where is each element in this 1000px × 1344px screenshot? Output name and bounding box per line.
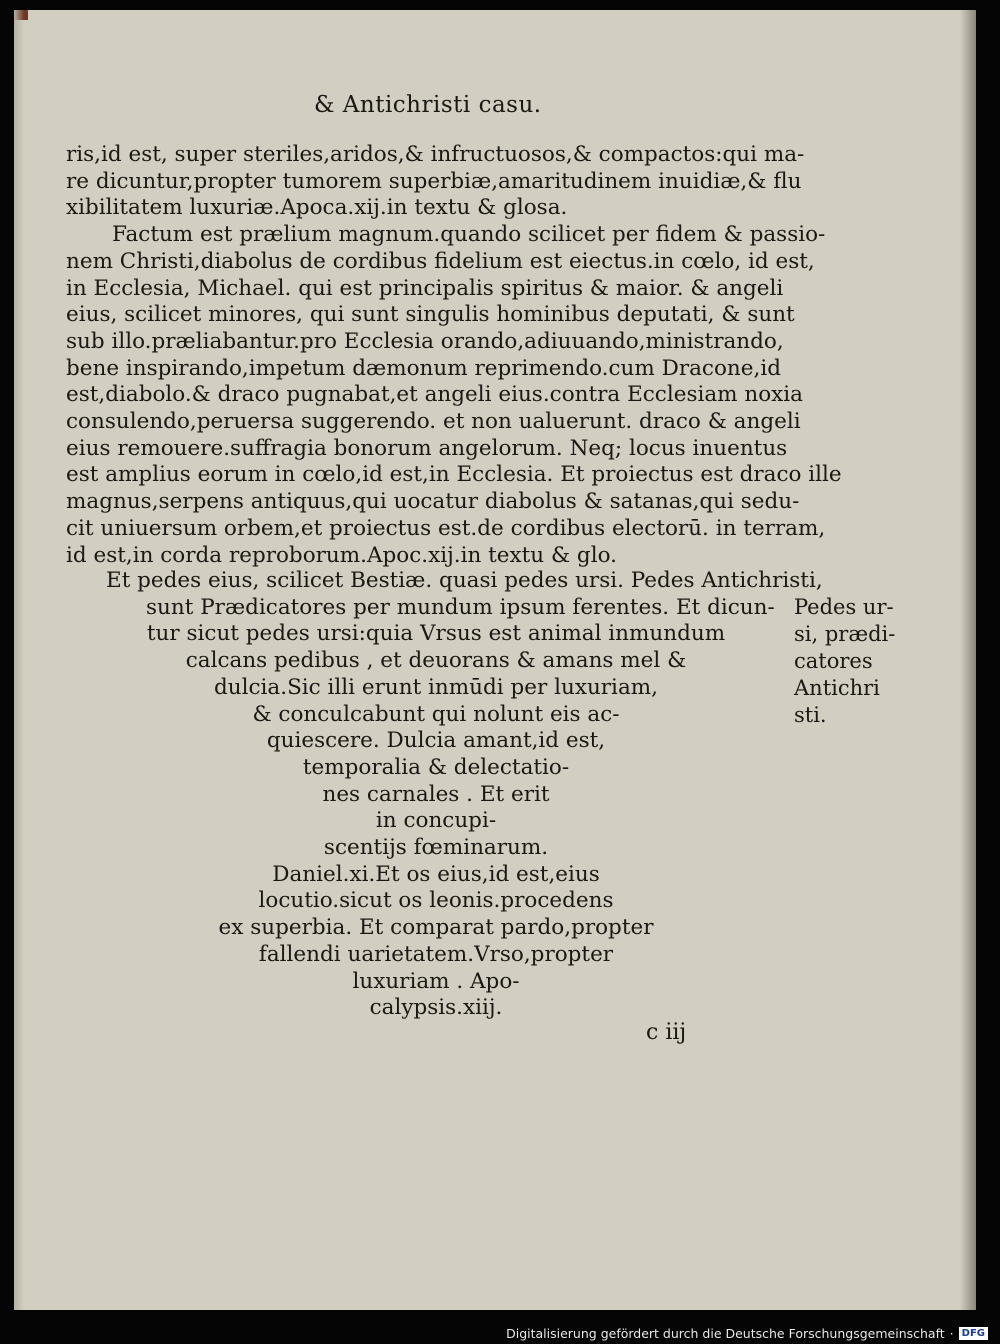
text-line: eius remouere.suffragia bonorum angelorum. Neq; locus inuentus	[66, 435, 788, 461]
text-line: in Ecclesia, Michael. qui est principalis spiritus & maior. & angeli	[66, 275, 784, 301]
margin-note-line: catores	[794, 649, 873, 673]
text-line: eius, scilicet minores, qui sunt singulis hominibus deputati, & sunt	[66, 302, 795, 328]
text-line: est,diabolo.& draco pugnabat,et angeli eius.contra Ecclesiam noxia	[66, 382, 804, 408]
text-line: in concupi-	[375, 808, 497, 834]
text-line: re dicuntur,propter tumorem superbiæ,amaritudinem inuidiæ,& flu	[66, 168, 802, 194]
text-line: ris,id est, super steriles,aridos,& infructuosos,& compactos:qui ma-	[66, 142, 805, 167]
text-line: luxuriam . Apo-	[352, 968, 520, 994]
signature-mark: c iij	[646, 1020, 687, 1045]
text-line: calcans pedibus , et deuorans & amans mel &	[185, 648, 687, 674]
margin-note-line: Antichri	[794, 676, 880, 700]
page-gutter-shadow	[14, 10, 24, 1310]
book-page	[14, 10, 976, 1310]
separator-dot: ·	[949, 1326, 954, 1341]
text-line: id est,in corda reproborum.Apoc.xij.in textu & glo.	[66, 542, 617, 568]
text-line: Factum est prælium magnum.quando scilicet per fidem & passio-	[112, 222, 826, 248]
digitization-credit	[506, 1326, 988, 1341]
text-line: Et pedes eius, scilicet Bestiæ. quasi pedes ursi. Pedes Antichristi,	[106, 568, 823, 593]
text-line: calypsis.xiij.	[369, 995, 503, 1021]
text-line: locutio.sicut os leonis.procedens	[258, 888, 614, 914]
text-line: nem Christi,diabolus de cordibus fidelium est eiectus.in cœlo, id est,	[66, 248, 815, 274]
margin-note-line: sti.	[794, 703, 827, 727]
text-line: scentijs fœminarum.	[323, 835, 549, 860]
text-line: cit uniuersum orbem,et proiectus est.de cordibus electorū. in terram,	[66, 515, 826, 541]
tapered-text-block	[66, 568, 823, 1028]
main-text-block	[66, 142, 842, 568]
text-line: fallendi uarietatem.Vrso,propter	[258, 941, 614, 967]
margin-note-line: si, prædi-	[794, 622, 896, 646]
text-line: temporalia & delectatio-	[302, 754, 570, 780]
margin-note-line: Pedes ur-	[794, 595, 894, 619]
text-line: est amplius eorum in cœlo,id est,in Ecclesia. Et proiectus est draco ille	[66, 462, 842, 488]
text-line: tur sicut pedes ursi:quia Vrsus est animal inmundum	[146, 621, 726, 647]
text-line: ex superbia. Et comparat pardo,propter	[218, 915, 654, 941]
text-line: xibilitatem luxuriæ.Apoca.xij.in textu & glosa.	[66, 195, 568, 221]
text-line: & conculcabunt qui nolunt eis ac-	[252, 701, 620, 727]
dfg-logo-icon: DFG	[959, 1327, 988, 1340]
text-line: dulcia.Sic illi erunt inmūdi per luxuriam,	[214, 674, 658, 700]
text-line: consulendo,peruersa suggerendo. et non ualuerunt. draco & angeli	[66, 409, 801, 434]
text-line: sub illo.præliabantur.pro Ecclesia orando,adiuuando,ministrando,	[66, 328, 784, 354]
text-line: quiescere. Dulcia amant,id est,	[266, 728, 606, 754]
text-line: nes carnales . Et erit	[322, 781, 550, 807]
credit-text: Digitalisierung gefördert durch die Deutsche Forschungsgemeinschaft	[506, 1326, 945, 1341]
text-line: sunt Prædicatores per mundum ipsum ferentes. Et dicun-	[146, 594, 775, 620]
page-edge-shadow	[960, 10, 976, 1310]
running-head: & Antichristi casu.	[314, 92, 542, 118]
text-line: bene inspirando,impetum dæmonum reprimendo.cum Dracone,id	[66, 355, 781, 381]
text-line: Daniel.xi.Et os eius,id est,eius	[272, 861, 600, 887]
text-line: magnus,serpens antiquus,qui uocatur diabolus & satanas,qui sedu-	[66, 489, 800, 515]
